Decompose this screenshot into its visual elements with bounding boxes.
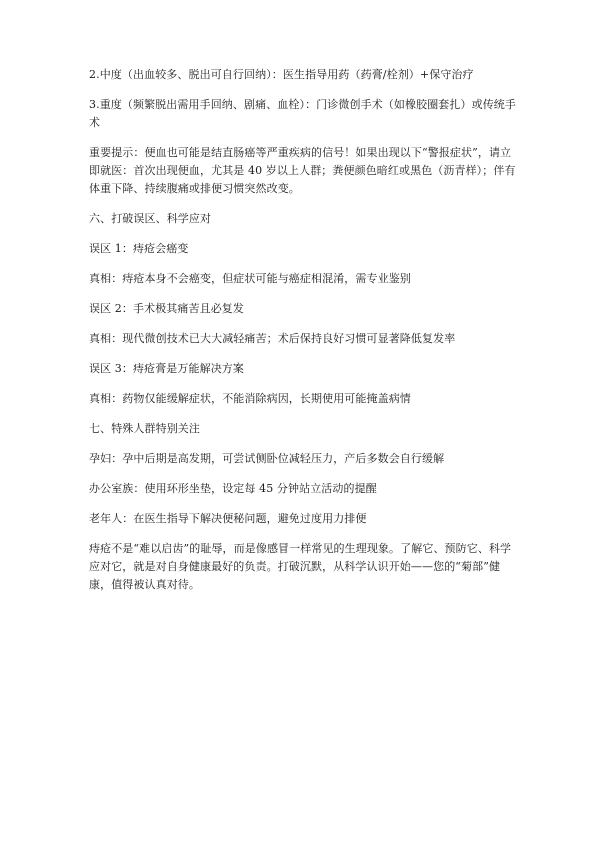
section-heading-special-groups: 七、特殊人群特别关注 (89, 422, 200, 435)
group-item-pregnant: 孕妇：孕中后期是高发期，可尝试侧卧位减轻压力，产后多数会自行缓解 (89, 452, 445, 465)
truth-item-1: 真相：痔疮本身不会癌变，但症状可能与癌症相混淆，需专业鉴别 (89, 272, 411, 285)
myth-item-2: 误区 2：手术极其痛苦且必复发 (89, 302, 244, 315)
group-item-office: 办公室族：使用环形坐垫，设定每 45 分钟站立活动的提醒 (89, 482, 377, 495)
paragraph-severity-severe: 3.重度（频繁脱出需用手回纳、剧痛、血栓）：门诊微创手术（如橡胶圈套扎）或传统手术 (89, 98, 516, 129)
myth-item-3: 误区 3：痔疮膏是万能解决方案 (89, 362, 244, 375)
truth-item-3: 真相：药物仅能缓解症状，不能消除病因，长期使用可能掩盖病情 (89, 392, 411, 405)
truth-item-2: 真相：现代微创技术已大大减轻痛苦；术后保持良好习惯可显著降低复发率 (89, 332, 456, 345)
myth-item-1: 误区 1：痔疮会癌变 (89, 242, 189, 255)
paragraph-important-notice: 重要提示：便血也可能是结直肠癌等严重疾病的信号！如果出现以下“警报症状”，请立即就医：首次出现便血，尤其是 40 岁以上人群；粪便颜色暗红或黑色（沥青样）；伴有体重下降、持续腹痛或排便习惯突然改变。 (89, 146, 516, 195)
document-page (89, 66, 519, 606)
paragraph-conclusion: 痔疮不是“难以启齿”的耻辱，而是像感冒一样常见的生理现象。了解它、预防它、科学应对它，就是对自身健康最好的负责。打破沉默，从科学认识开始——您的“菊部”健康，值得被认真对待。 (89, 542, 512, 591)
paragraph-severity-moderate: 2.中度（出血较多、脱出可自行回纳）：医生指导用药（药膏/栓剂）+保守治疗 (89, 68, 474, 81)
group-item-elderly: 老年人：在医生指导下解决便秘问题，避免过度用力排便 (89, 512, 367, 525)
section-heading-myths: 六、打破误区、科学应对 (89, 212, 212, 225)
